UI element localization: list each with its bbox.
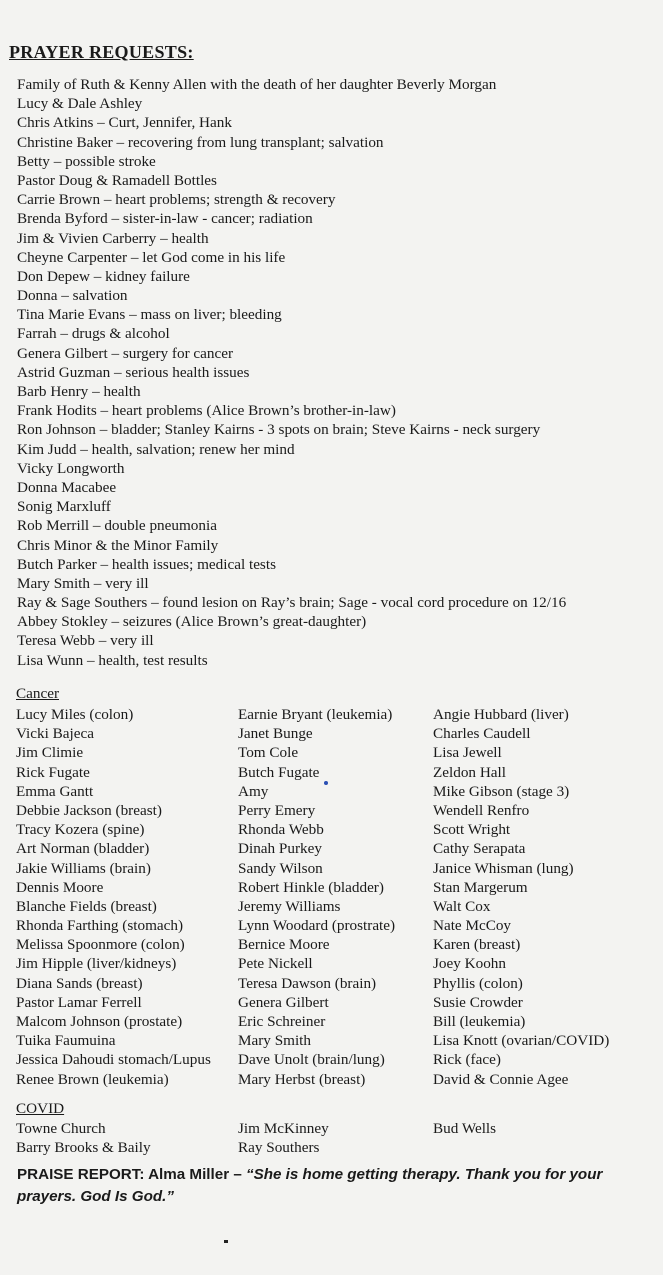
cancer-list-item: Joey Koohn — [433, 955, 506, 973]
prayer-request-item: Tina Marie Evans – mass on liver; bleeding — [17, 306, 282, 324]
prayer-request-item: Lucy & Dale Ashley — [17, 95, 143, 113]
prayer-request-list — [17, 75, 566, 670]
cancer-list-item: Wendell Renfro — [433, 801, 530, 819]
prayer-request-item: Don Depew – kidney failure — [17, 267, 190, 285]
cancer-list-item: Stan Margerum — [433, 878, 528, 896]
prayer-request-item: Rob Merrill – double pneumonia — [17, 517, 217, 535]
cancer-list-item: Tracy Kozera (spine) — [16, 821, 145, 839]
cancer-list-item: Scott Wright — [433, 821, 511, 839]
cancer-column-1 — [16, 705, 211, 1089]
prayer-request-item: Christine Baker – recovering from lung transplant; salvation — [17, 133, 384, 151]
prayer-request-item: Sonig Marxluff — [17, 498, 111, 516]
prayer-request-item: Abbey Stokley – seizures (Alice Brown’s great-daughter) — [17, 613, 367, 631]
prayer-request-item: Frank Hodits – heart problems (Alice Brown’s brother-in-law) — [17, 402, 396, 420]
prayer-request-item: Chris Minor & the Minor Family — [17, 536, 219, 554]
cancer-list-item: Blanche Fields (breast) — [16, 897, 157, 915]
prayer-request-item: Chris Atkins – Curt, Jennifer, Hank — [17, 114, 232, 132]
prayer-request-item: Jim & Vivien Carberry – health — [17, 229, 209, 247]
covid-column-2 — [238, 1119, 329, 1157]
stray-mark — [224, 1240, 228, 1243]
cancer-list-item: Robert Hinkle (bladder) — [238, 878, 384, 896]
cancer-list-item: Walt Cox — [433, 897, 491, 915]
cancer-list-item: Tuika Faumuina — [16, 1032, 116, 1050]
cancer-list-item: Butch Fugate — [238, 763, 320, 781]
prayer-request-item: Teresa Webb – very ill — [17, 632, 154, 650]
prayer-request-item: Cheyne Carpenter – let God come in his life — [17, 248, 286, 266]
prayer-request-item: Barb Henry – health — [17, 383, 141, 400]
covid-heading: COVID — [16, 1100, 65, 1117]
prayer-request-item: Brenda Byford – sister-in-law - cancer; radiation — [17, 210, 313, 228]
cancer-list-item: Lisa Jewell — [433, 744, 502, 762]
cancer-list-item: Bernice Moore — [238, 936, 330, 954]
covid-list-item: Jim McKinney — [238, 1120, 329, 1137]
cancer-list-item: Diana Sands (breast) — [16, 974, 143, 992]
prayer-request-item: Pastor Doug & Ramadell Bottles — [17, 171, 217, 189]
cancer-list-item: Jim Climie — [16, 744, 84, 762]
prayer-request-item: Carrie Brown – heart problems; strength & recovery — [17, 191, 336, 209]
covid-list-item: Towne Church — [16, 1120, 106, 1137]
prayer-request-item: Donna Macabee — [17, 478, 117, 496]
cancer-list-item: David & Connie Agee — [433, 1070, 569, 1088]
prayer-request-item: Family of Ruth & Kenny Allen with the death of her daughter Beverly Morgan — [17, 76, 497, 93]
praise-label: PRAISE REPORT: Alma Miller – — [17, 1166, 246, 1183]
cancer-list-item: Art Norman (bladder) — [16, 840, 150, 858]
cancer-list-item: Bill (leukemia) — [433, 1013, 526, 1030]
cancer-list-item: Mary Smith — [238, 1032, 311, 1050]
cancer-list-item: Janet Bunge — [238, 725, 313, 743]
praise-report — [17, 1164, 642, 1208]
cancer-list-item: Sandy Wilson — [238, 859, 323, 877]
cancer-list-item: Mike Gibson (stage 3) — [433, 782, 570, 800]
prayer-request-item: Butch Parker – health issues; medical tests — [17, 555, 276, 573]
cancer-list-item: Jeremy Williams — [238, 897, 341, 915]
cancer-list-item: Rhonda Webb — [238, 821, 324, 839]
prayer-request-item: Farrah – drugs & alcohol — [17, 325, 170, 343]
prayer-request-item: Ray & Sage Southers – found lesion on Ray’s brain; Sage - vocal cord procedure on 12/16 — [17, 594, 567, 612]
cancer-list-item: Pastor Lamar Ferrell — [16, 993, 142, 1011]
cancer-list-item: Malcom Johnson (prostate) — [16, 1013, 183, 1030]
cancer-list-item: Rhonda Farthing (stomach) — [16, 917, 184, 935]
cancer-column-3 — [433, 705, 609, 1089]
cancer-list-item: Lucy Miles (colon) — [16, 706, 134, 723]
cancer-heading: Cancer — [16, 685, 60, 702]
prayer-request-item: Mary Smith – very ill — [17, 574, 149, 592]
cancer-list-item: Tom Cole — [238, 744, 299, 762]
cancer-list-item: Zeldon Hall — [433, 763, 506, 781]
covid-column-1 — [16, 1119, 151, 1157]
covid-list-item: Barry Brooks & Baily — [16, 1139, 151, 1157]
covid-column-3 — [433, 1119, 496, 1138]
cancer-list-item: Melissa Spoonmore (colon) — [16, 936, 185, 954]
cancer-list-item: Jim Hipple (liver/kidneys) — [16, 955, 177, 973]
cancer-list-item: Renee Brown (leukemia) — [16, 1070, 169, 1088]
cancer-list-item: Mary Herbst (breast) — [238, 1070, 366, 1088]
cancer-list-item: Dinah Purkey — [238, 840, 322, 858]
cancer-list-item: Janice Whisman (lung) — [433, 859, 574, 877]
page-title: PRAYER REQUESTS: — [9, 42, 194, 62]
cancer-list-item: Lisa Knott (ovarian/COVID) — [433, 1032, 610, 1050]
cancer-column-2 — [238, 705, 395, 1089]
prayer-request-item: Donna – salvation — [17, 287, 128, 305]
covid-list-item: Ray Southers — [238, 1139, 320, 1157]
cancer-list-item: Pete Nickell — [238, 955, 313, 973]
cancer-list-item: Amy — [238, 782, 269, 800]
cancer-list-item: Angie Hubbard (liver) — [433, 706, 569, 723]
cancer-list-item: Teresa Dawson (brain) — [238, 974, 377, 992]
prayer-request-item: Kim Judd – health, salvation; renew her mind — [17, 440, 295, 458]
cancer-list-item: Dave Unolt (brain/lung) — [238, 1051, 385, 1069]
cancer-list-item: Perry Emery — [238, 801, 316, 819]
ink-mark — [324, 781, 328, 785]
prayer-request-item: Vicky Longworth — [17, 459, 125, 477]
cancer-list-item: Nate McCoy — [433, 917, 512, 935]
prayer-request-item: Astrid Guzman – serious health issues — [17, 363, 250, 381]
cancer-list-item: Earnie Bryant (leukemia) — [238, 706, 393, 723]
cancer-list-item: Phyllis (colon) — [433, 974, 523, 992]
cancer-list-item: Dennis Moore — [16, 878, 104, 896]
cancer-list-item: Emma Gantt — [16, 782, 94, 800]
praise-quote: “She is home getting therapy. Thank you for your prayers. God Is God.” — [17, 1166, 603, 1205]
cancer-list-item: Karen (breast) — [433, 936, 521, 954]
cancer-list-item: Cathy Serapata — [433, 840, 526, 858]
cancer-list-item: Genera Gilbert — [238, 993, 329, 1011]
cancer-list-item: Debbie Jackson (breast) — [16, 801, 162, 819]
prayer-request-item: Genera Gilbert – surgery for cancer — [17, 344, 234, 362]
cancer-list-item: Rick Fugate — [16, 763, 90, 781]
prayer-request-item: Lisa Wunn – health, test results — [17, 651, 208, 669]
cancer-list-item: Rick (face) — [433, 1051, 501, 1069]
cancer-list-item: Jakie Williams (brain) — [16, 859, 151, 877]
covid-list-item: Bud Wells — [433, 1120, 497, 1137]
cancer-list-item: Charles Caudell — [433, 725, 531, 743]
cancer-list-item: Lynn Woodard (prostrate) — [238, 917, 396, 935]
prayer-request-item: Ron Johnson – bladder; Stanley Kairns - 3 spots on brain; Steve Kairns - neck surgery — [17, 421, 541, 439]
cancer-list-item: Vicki Bajeca — [16, 725, 94, 743]
cancer-list-item: Eric Schreiner — [238, 1013, 326, 1030]
cancer-list-item: Jessica Dahoudi stomach/Lupus — [16, 1051, 211, 1069]
cancer-list-item: Susie Crowder — [433, 993, 523, 1011]
prayer-request-item: Betty – possible stroke — [17, 152, 156, 170]
